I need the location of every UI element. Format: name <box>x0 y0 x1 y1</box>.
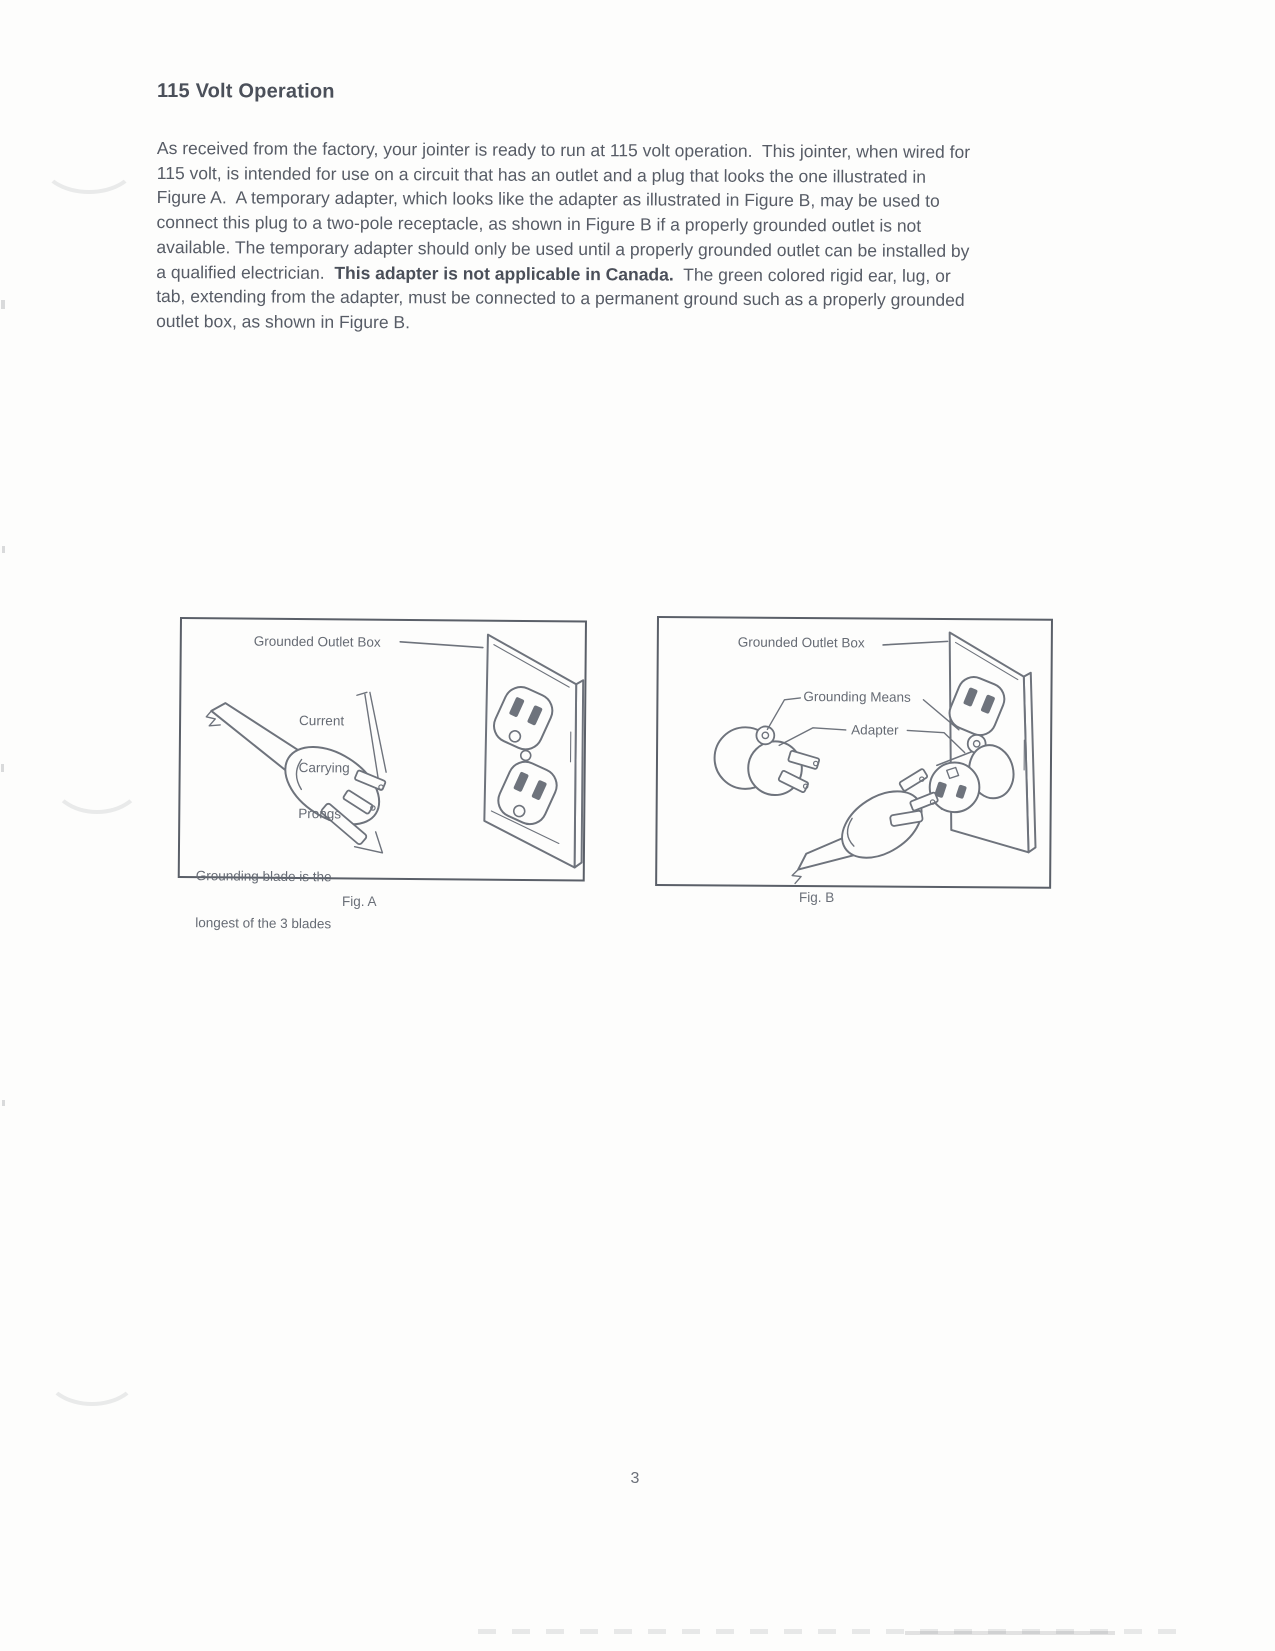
paragraph-segment: a qualified electrician. <box>156 261 335 283</box>
paragraph-line: connect this plug to a two-pole receptacle, as shown in Figure B if a properly grounded outlet is not <box>156 212 922 236</box>
label-grounding-blade <box>195 837 332 962</box>
binder-hole-artifact <box>40 130 138 194</box>
section-heading: 115 Volt Operation <box>156 80 335 103</box>
paragraph-line: outlet box, as shown in Figure B. <box>156 310 411 333</box>
scanner-artifact <box>905 1631 1115 1635</box>
figure-b <box>655 616 1053 889</box>
leader-line <box>356 692 387 778</box>
scan-speck <box>2 1100 5 1106</box>
page-number: 3 <box>630 1470 640 1487</box>
scan-speck <box>1 300 5 309</box>
paragraph-line: tab, extending from the adapter, must be connected to a permanent ground such as a properly grounded <box>156 286 965 311</box>
bold-warning-text: This adapter is not applicable in Canada. <box>334 262 674 285</box>
label-grounded-outlet-box: Grounded Outlet Box <box>737 634 865 651</box>
label-current-carrying-prongs <box>298 682 351 853</box>
leader-line <box>400 642 483 648</box>
plug-illustration <box>792 767 938 884</box>
figure-b-illustration <box>657 618 1051 887</box>
label-adapter: Adapter <box>851 722 899 738</box>
label-grounded-outlet-box: Grounded Outlet Box <box>253 633 381 650</box>
figure-a-caption: Fig. A <box>342 894 377 909</box>
label-line: Grounding blade is the <box>195 868 332 885</box>
outlet-plate-illustration <box>948 632 1037 852</box>
paragraph-line: 115 volt, is intended for use on a circuit that has an outlet and a plug that looks the one illustrated in <box>156 162 927 187</box>
scan-speck <box>1 764 4 772</box>
binder-hole-artifact <box>44 1340 140 1406</box>
label-line: Prongs <box>298 806 342 822</box>
paragraph-line: Figure A. A temporary adapter, which looks like the adapter as illustrated in Figure B, may be used to <box>156 187 940 212</box>
figure-b-caption: Fig. B <box>799 890 835 905</box>
paragraph-segment: The green colored rigid ear, lug, or <box>673 264 951 286</box>
label-line: longest of the 3 blades <box>195 914 332 931</box>
label-line: Current <box>299 713 345 729</box>
binder-hole-artifact <box>50 744 144 814</box>
paragraph-line: available. The temporary adapter should only be used until a properly grounded outlet can be installed by <box>156 236 970 261</box>
paragraph-line: As received from the factory, your jointer is ready to run at 115 volt operation. This jointer, when wired for <box>156 137 971 162</box>
label-grounding-means: Grounding Means <box>803 689 911 705</box>
label-line: Carrying <box>298 759 350 775</box>
outlet-plate-illustration <box>484 635 584 868</box>
body-paragraph <box>156 136 970 338</box>
scan-speck <box>2 546 5 553</box>
adapter-illustration <box>714 726 820 795</box>
leader-line <box>883 641 948 645</box>
